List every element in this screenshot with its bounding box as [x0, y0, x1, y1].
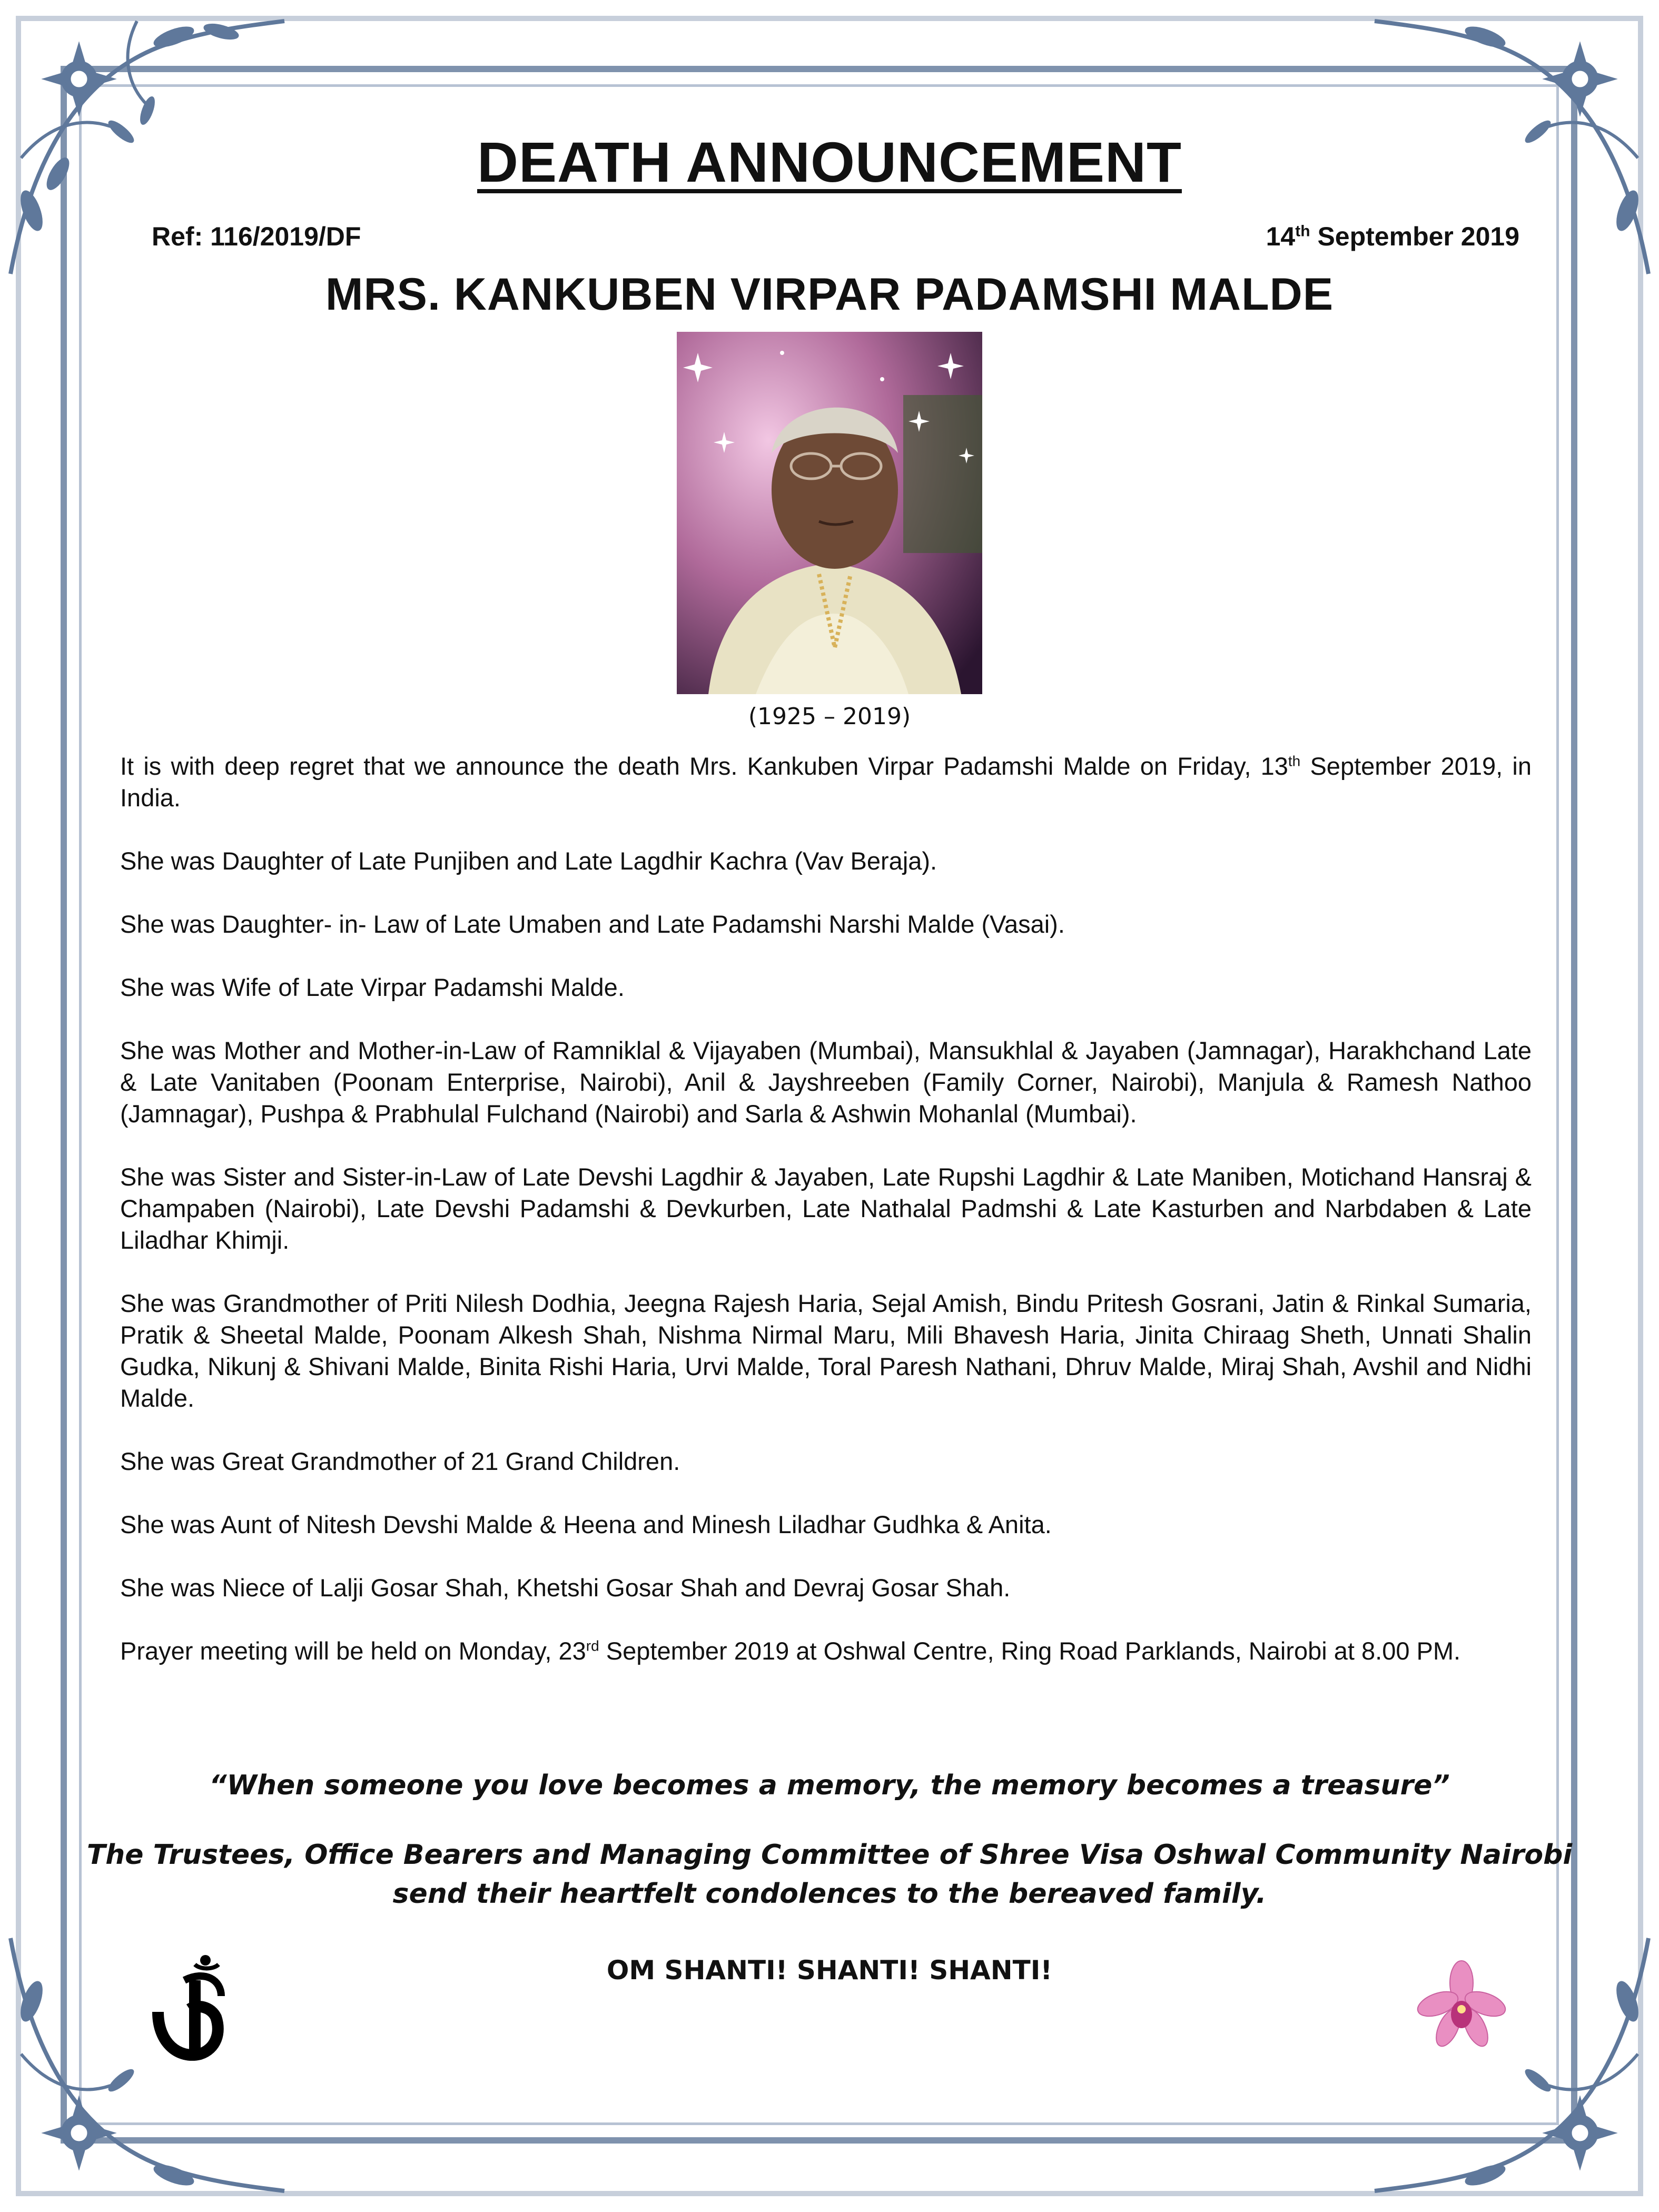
- paragraph-sister: She was Sister and Sister-in-Law of Late Devshi Lagdhir & Jayaben, Late Rupshi Lagdhir & Late Maniben, Motichand Hansraj & Champaben (Nairobi), Late Devshi Padamshi & Devkurben, Late Nathalal Padmshi & Late Kasturben and Narbdaben & Late Liladhar Khimji.: [120, 1163, 1532, 1254]
- paragraph-mother: She was Mother and Mother-in-Law of Ramniklal & Vijayaben (Mumbai), Mansukhlal & Jayaben (Jamnagar), Harakhchand Late & Late Vanitaben (Poonam Enterprise, Nairobi), Anil & Jayshreeben (Family Corner, Nairobi), Manjula & Ramesh Nathoo (Jamnagar), Pushpa & Prabhulal Fulchand (Nairobi) and Sarla & Ashwin Mohanlal (Mumbai).: [120, 1036, 1532, 1128]
- life-years: (1925 – 2019): [748, 703, 911, 730]
- memorial-quote: “When someone you love becomes a memory, the memory becomes a treasure”: [209, 1770, 1450, 1801]
- announcement-date: 14th September 2019: [1266, 222, 1519, 251]
- paragraph-grandmother: She was Grandmother of Priti Nilesh Dodhia, Jeegna Rajesh Haria, Sejal Amish, Bindu Pritesh Gosrani, Jatin & Rinkal Sumaria, Pratik & Sheetal Malde, Poonam Alkesh Shah, Nishma Nirmal Maru, Mili Bhavesh Haria, Jinita Chiraag Sheth, Unnati Shalin Gudka, Nikunj & Shivani Malde, Binita Rishi Haria, Urvi Malde, Toral Paresh Nathani, Dhruv Malde, Miraj Shah, Avshil and Nidhi Malde.: [120, 1289, 1532, 1412]
- condolence-line: The Trustees, Office Bearers and Managing Committee of Shree Visa Oshwal Community Nairobi: [86, 1839, 1573, 1871]
- paragraph-prayer-meeting: Prayer meeting will be held on Monday, 23rd September 2019 at Oshwal Centre, Ring Road Parklands, Nairobi at 8.00 PM.: [120, 1637, 1461, 1665]
- page-title: DEATH ANNOUNCEMENT: [477, 130, 1182, 194]
- closing-prayer: OM SHANTI! SHANTI! SHANTI!: [606, 1955, 1053, 1986]
- deceased-name: MRS. KANKUBEN VIRPAR PADAMSHI MALDE: [325, 269, 1334, 320]
- paragraph-aunt: She was Aunt of Nitesh Devshi Malde & Heena and Minesh Liladhar Gudhka & Anita.: [120, 1510, 1052, 1538]
- paragraph-daughter: She was Daughter of Late Punjiben and Late Lagdhir Kachra (Vav Beraja).: [120, 847, 937, 875]
- reference-number: Ref: 116/2019/DF: [152, 222, 361, 251]
- paragraph-wife: She was Wife of Late Virpar Padamshi Malde.: [120, 973, 625, 1001]
- paragraph-daughter-in-law: She was Daughter- in- Law of Late Umaben and Late Padamshi Narshi Malde (Vasai).: [120, 910, 1065, 938]
- paragraph-niece: She was Niece of Lalji Gosar Shah, Khetshi Gosar Shah and Devraj Gosar Shah.: [120, 1574, 1011, 1602]
- condolence-line: send their heartfelt condolences to the bereaved family.: [392, 1878, 1267, 1910]
- jain-om-symbol-icon: [147, 1949, 232, 2070]
- paragraph-great-grandmother: She was Great Grandmother of 21 Grand Children.: [120, 1447, 680, 1475]
- condolence-message: [0, 1835, 1659, 1913]
- paragraph-death-notice: It is with deep regret that we announce the death Mrs. Kankuben Virpar Padamshi Malde on Friday, 13th September 2019, in India.: [120, 752, 1532, 812]
- portrait-photo: [677, 332, 982, 694]
- pink-orchid-icon: [1417, 1959, 1506, 2054]
- announcement-body: [120, 750, 1532, 1698]
